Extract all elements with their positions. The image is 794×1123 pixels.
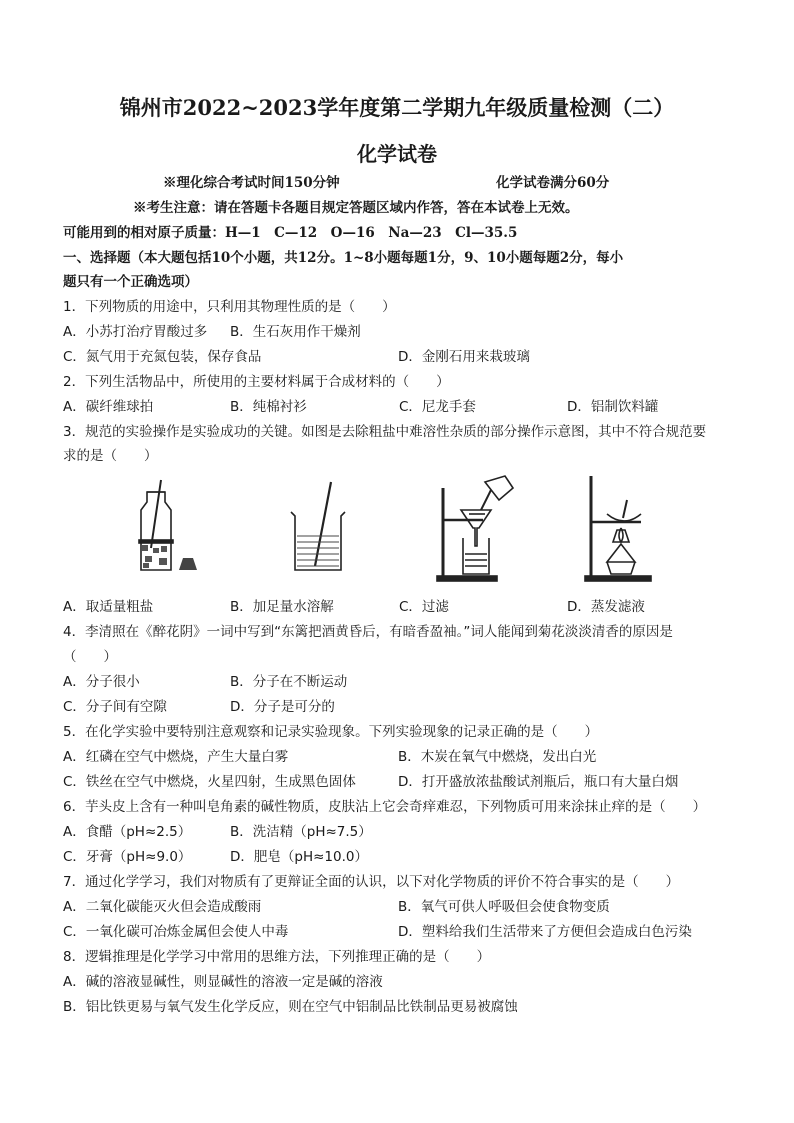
q3-option-d: D．蒸发滤液 — [567, 599, 645, 615]
q6-options-row2 — [63, 847, 743, 867]
exam-subtitle: 化学试卷 — [357, 142, 437, 166]
q5-stem: 5．在化学实验中要特别注意观察和记录实验现象。下列实验现象的记录正确的是（ ） — [63, 724, 599, 740]
time-note: ※理化综合考试时间150分钟 — [163, 175, 340, 191]
q8-stem: 8．逻辑推理是化学学习中常用的思维方法，下列推理正确的是（ ） — [63, 949, 491, 965]
q4-options-row1 — [63, 672, 743, 692]
q5-options-row1 — [63, 747, 743, 767]
q5-options-row2 — [63, 772, 743, 792]
q6-options-row1 — [63, 822, 743, 842]
q2-option-d: D．铝制饮料罐 — [567, 399, 659, 415]
q5-option-d: D．打开盛放浓盐酸试剂瓶后，瓶口有大量白烟 — [398, 774, 679, 790]
q3-stem-cont: 求的是（ ） — [63, 448, 158, 464]
q4-option-c: C．分子间有空隙 — [63, 699, 167, 715]
q1-option-b: B．生石灰用作干燥剂 — [230, 324, 361, 340]
q1-stem: 1．下列物质的用途中，只利用其物理性质的是（ ） — [63, 299, 396, 315]
q5-option-a: A．红磷在空气中燃烧，产生大量白雾 — [63, 749, 289, 765]
filtration-figure — [433, 470, 523, 585]
q1-option-a: A．小苏打治疗胃酸过多 — [63, 324, 208, 340]
beaker-figure — [285, 470, 355, 580]
q7-stem: 7．通过化学学习，我们对物质有了更辩证全面的认识，以下对化学物质的评价不符合事实的是（ ） — [63, 874, 680, 890]
q1-options-row1 — [63, 322, 743, 342]
q1-option-d: D．金刚石用来栽玻璃 — [398, 349, 530, 365]
q3-option-c: C．过滤 — [399, 599, 449, 615]
q7-option-a: A．二氧化碳能灭火但会造成酸雨 — [63, 899, 262, 915]
q4-stem: 4．李清照在《醉花阴》一词中写到“东篱把酒黄昏后，有暗香盈袖。”词人能闻到菊花淡淡清香的原因是 — [63, 624, 673, 640]
q3-options — [63, 597, 743, 617]
q4-stem-cont: （ ） — [63, 649, 117, 665]
section1-heading-cont: 题只有一个正确选项） — [63, 274, 198, 290]
q3-option-b: B．加足量水溶解 — [230, 599, 334, 615]
q2-option-b: B．纯棉衬衫 — [230, 399, 307, 415]
q2-option-a: A．碳纤维球拍 — [63, 399, 154, 415]
q3-option-a: A．取适量粗盐 — [63, 599, 154, 615]
q3-figures — [63, 470, 743, 590]
q6-stem: 6．芋头皮上含有一种叫皂角素的碱性物质，皮肤沾上它会奇痒难忍，下列物质可用来涂抹止痒的是（ ） — [63, 799, 707, 815]
q1-option-c: C．氮气用于充氮包装，保存食品 — [63, 349, 262, 365]
q7-option-c: C．一氧化碳可冶炼金属但会使人中毒 — [63, 924, 289, 940]
q4-options-row2 — [63, 697, 743, 717]
q8-option-a: A．碱的溶液显碱性，则显碱性的溶液一定是碱的溶液 — [63, 974, 383, 990]
reagent-bottle-figure — [131, 470, 201, 580]
q2-options — [63, 397, 743, 417]
q4-option-d: D．分子是可分的 — [230, 699, 335, 715]
q7-option-b: B．氧气可供人呼吸但会使食物变质 — [398, 899, 610, 915]
q7-options-row2 — [63, 922, 743, 942]
q5-option-c: C．铁丝在空气中燃烧，火星四射，生成黑色固体 — [63, 774, 356, 790]
q6-option-b: B．洗洁精（pH≈7.5） — [230, 824, 372, 840]
q3-stem: 3．规范的实验操作是实验成功的关键。如图是去除粗盐中难溶性杂质的部分操作示意图，其中不符合规范要 — [63, 424, 707, 440]
q6-option-a: A．食醋（pH≈2.5） — [63, 824, 192, 840]
q4-option-b: B．分子在不断运动 — [230, 674, 348, 690]
q6-option-c: C．牙膏（pH≈9.0） — [63, 849, 192, 865]
evaporation-figure — [581, 470, 661, 585]
atomic-masses: 可能用到的相对原子质量：H—1 C—12 O—16 Na—23 Cl—35.5 — [63, 225, 518, 241]
q1-options-row2 — [63, 347, 743, 367]
exam-title: 锦州市2022~2023学年度第二学期九年级质量检测（二） — [119, 95, 675, 120]
q7-options-row1 — [63, 897, 743, 917]
q6-option-d: D．肥皂（pH≈10.0） — [230, 849, 368, 865]
q8-option-b: B．铝比铁更易与氧气发生化学反应，则在空气中铝制品比铁制品更易被腐蚀 — [63, 999, 518, 1015]
q5-option-b: B．木炭在氧气中燃烧，发出白光 — [398, 749, 597, 765]
score-note: 化学试卷满分60分 — [496, 175, 610, 191]
q7-option-d: D．塑料给我们生活带来了方便但会造成白色污染 — [398, 924, 692, 940]
q4-option-a: A．分子很小 — [63, 674, 140, 690]
q2-option-c: C．尼龙手套 — [399, 399, 476, 415]
section1-heading: 一、选择题（本大题包括10个小题，共12分。1~8小题每题1分，9、10小题每题2分，每小 — [63, 250, 624, 266]
q2-stem: 2．下列生活物品中，所使用的主要材料属于合成材料的（ ） — [63, 374, 450, 390]
notice: ※考生注意：请在答题卡各题目规定答题区域内作答，答在本试卷上无效。 — [133, 200, 579, 216]
